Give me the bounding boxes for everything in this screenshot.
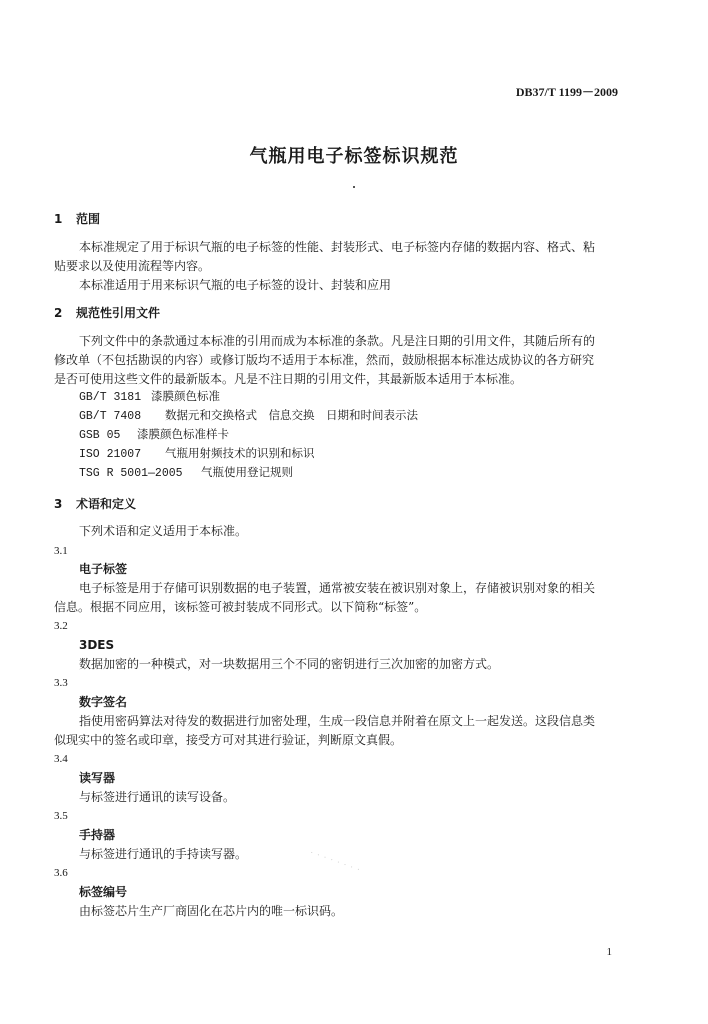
term-name: 手持器 [79, 828, 116, 842]
term-definition-line-1: 指使用密码算法对待发的数据进行加密处理，生成一段信息并附着在原文上一起发送。这段信息类 [79, 714, 596, 728]
doc-number: DB37/T 1199－2009 [515, 85, 618, 99]
reference-code: GB/T 3181 [79, 391, 142, 404]
section-3-intro: 下列术语和定义适用于本标准。 [79, 524, 248, 538]
term-definition-line-1: 与标签进行通讯的读写设备。 [79, 790, 236, 804]
term-definition-line-1: 与标签进行通讯的手持读写器。 [79, 847, 248, 861]
term-definition-line-2: 信息。根据不同应用，该标签可被封装成不同形式。以下简称“标签”。 [54, 600, 427, 614]
reference-title: 气瓶用射频技术的识别和标识 [165, 448, 315, 461]
term-name: 标签编号 [79, 885, 128, 899]
reference-item [79, 447, 315, 463]
section-1-number: 1 [54, 212, 63, 226]
reference-code: ISO 21007 [79, 448, 142, 461]
reference-item [79, 466, 293, 482]
section-2-title: 规范性引用文件 [76, 306, 161, 320]
reference-item [79, 390, 220, 406]
section-2-para-line-3: 是否可使用这些文件的最新版本。凡是不注日期的引用文件，其最新版本适用于本标准。 [54, 372, 523, 386]
section-3-title: 术语和定义 [76, 497, 137, 511]
reference-title: 数据元和交换格式 信息交换 日期和时间表示法 [165, 410, 418, 423]
doc-title: 气瓶用电子标签标识规范 [249, 146, 459, 167]
reference-title: 漆膜颜色标准样卡 [137, 429, 229, 442]
reference-code: GSB 05 [79, 429, 121, 442]
term-definition-line-2: 似现实中的签名或印章，接受方可对其进行验证，判断原文真假。 [54, 733, 403, 747]
reference-item [79, 409, 418, 425]
term-name: 3DES [79, 638, 115, 652]
section-2-para-line-1: 下列文件中的条款通过本标准的引用而成为本标准的条款。凡是注日期的引用文件，其随后所有的 [79, 334, 596, 348]
reference-title: 漆膜颜色标准 [151, 391, 220, 404]
reference-code: TSG R 5001—2005 [79, 467, 183, 480]
term-definition-line-1: 由标签芯片生产厂商固化在芯片内的唯一标识码。 [79, 904, 344, 918]
term-name: 电子标签 [79, 562, 128, 576]
section-2-para-line-2: 修改单（不包括勘误的内容）或修订版均不适用于本标准，然而，鼓励根据本标准达成协议的各方研究 [54, 353, 595, 367]
reference-code: GB/T 7408 [79, 410, 142, 423]
section-1-para-1-line-1: 本标准规定了用于标识气瓶的电子标签的性能、封装形式、电子标签内存储的数据内容、格式、粘 [79, 240, 596, 254]
term-number: 3.1 [54, 545, 68, 557]
term-number: 3.6 [54, 867, 68, 879]
section-2-number: 2 [54, 306, 63, 320]
term-number: 3.3 [54, 677, 68, 689]
term-number: 3.4 [54, 753, 68, 765]
section-1-para-2: 本标准适用于用来标识气瓶的电子标签的设计、封装和应用 [79, 278, 392, 292]
term-number: 3.5 [54, 810, 68, 822]
page-number: 1 [606, 946, 612, 958]
term-name: 读写器 [79, 771, 116, 785]
watermark-mark: · · · · · · · · [308, 848, 362, 875]
section-1-heading [54, 211, 100, 227]
term-definition-line-1: 数据加密的一种模式，对一块数据用三个不同的密钥进行三次加密的加密方式。 [79, 657, 500, 671]
section-1-title: 范围 [76, 212, 101, 226]
term-name: 数字签名 [79, 695, 128, 709]
term-number: 3.2 [54, 620, 68, 632]
term-definition-line-1: 电子标签是用于存储可识别数据的电子装置，通常被安装在被识别对象上，存储被识别对象的相关 [79, 581, 596, 595]
section-2-heading [54, 305, 160, 321]
section-3-number: 3 [54, 497, 63, 511]
section-1-para-1-line-2: 贴要求以及使用流程等内容。 [54, 259, 211, 273]
reference-item [79, 428, 229, 444]
section-3-heading [54, 496, 136, 512]
reference-title: 气瓶使用登记规则 [201, 467, 293, 480]
decorative-dot [353, 186, 355, 188]
